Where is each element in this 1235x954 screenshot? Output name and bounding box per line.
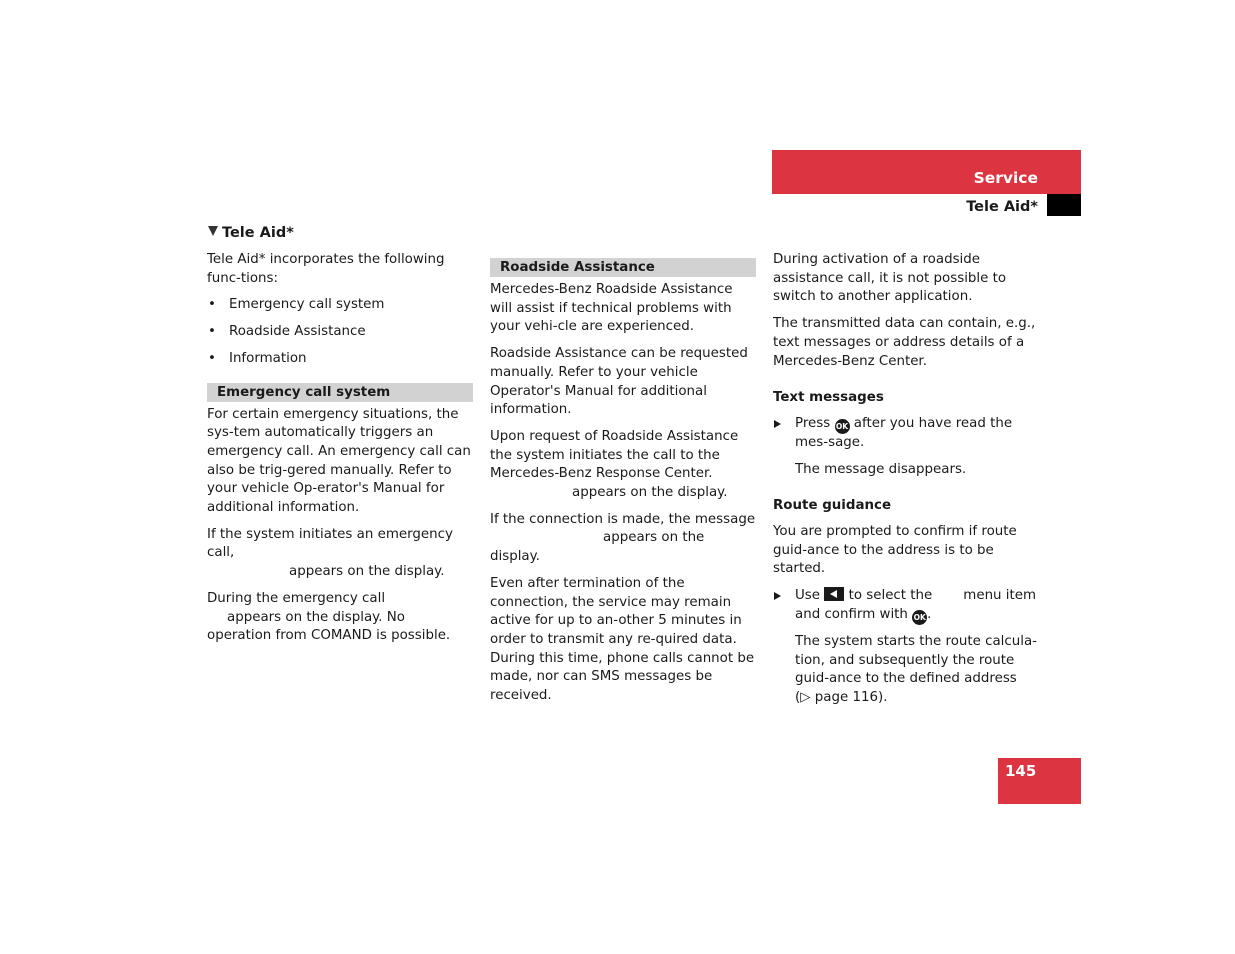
text: appears on the display. bbox=[490, 530, 705, 565]
text: Upon request of Roadside Assistance the system initiates the call to the Mercedes-Benz Response Center. bbox=[490, 428, 739, 482]
ok-button-icon: OK bbox=[835, 419, 850, 434]
column-2 bbox=[490, 258, 756, 714]
text: to select the bbox=[848, 588, 933, 604]
route-guidance-intro: You are prompted to confirm if route guid-ance to the address is to be started. bbox=[773, 524, 1017, 577]
text: menu item bbox=[963, 588, 1037, 604]
emergency-initiated-paragraph bbox=[207, 526, 473, 582]
page-number: 145 bbox=[1005, 762, 1037, 780]
text: . bbox=[927, 606, 932, 622]
page-heading bbox=[207, 222, 473, 244]
text: after you have read the mes-sage. bbox=[795, 415, 1013, 450]
header-section-bar bbox=[772, 150, 1081, 194]
route-guidance-result bbox=[773, 633, 1041, 708]
subsection-title-bar bbox=[772, 194, 1047, 216]
text: Use bbox=[795, 588, 821, 604]
text: appears on the display. No operation from COMAND is possible. bbox=[207, 609, 451, 644]
text: appears on the display. bbox=[572, 485, 728, 501]
ok-button-icon: OK bbox=[912, 610, 927, 625]
roadside-paragraph-1: Mercedes-Benz Roadside Assistance will assist if technical problems with your vehi-cle are experienced. bbox=[490, 282, 733, 335]
route-guidance-step bbox=[773, 587, 1041, 625]
roadside-paragraph-2: Roadside Assistance can be requested manually. Refer to your vehicle Operator's Manual for additional information. bbox=[490, 346, 748, 418]
text: Press bbox=[795, 415, 831, 431]
roadside-paragraph-4 bbox=[490, 511, 756, 567]
transmitted-data-paragraph: The transmitted data can contain, e.g., text messages or address details of a Mercedes-Benz Center. bbox=[773, 316, 1036, 369]
column-1 bbox=[207, 222, 473, 654]
left-arrow-key-icon bbox=[824, 587, 844, 601]
step-arrow-icon bbox=[774, 420, 781, 428]
text: During the emergency call bbox=[207, 590, 386, 606]
page-reference: (▷ page 116). bbox=[795, 689, 888, 705]
step-arrow-icon bbox=[774, 592, 781, 600]
emergency-during-paragraph bbox=[207, 590, 473, 646]
list-item: • Emergency call system bbox=[207, 296, 473, 315]
function-list bbox=[207, 296, 473, 368]
text-messages-heading: Text messages bbox=[773, 390, 884, 406]
section-title: Service bbox=[973, 169, 1038, 188]
roadside-heading: Roadside Assistance bbox=[490, 258, 756, 277]
list-item: • Roadside Assistance bbox=[207, 323, 473, 342]
page-number-box bbox=[998, 758, 1081, 804]
text: If the system initiates an emergency call, bbox=[207, 526, 453, 561]
roadside-paragraph-5: Even after termination of the connection, the service may remain active for up to an-other 5 minutes in order to transmit any re-quired data. During this time, phone calls cannot be made, nor can SMS messages be received. bbox=[490, 575, 755, 704]
route-guidance-heading: Route guidance bbox=[773, 498, 892, 514]
text-messages-step bbox=[773, 415, 1041, 453]
text-messages-result: The message disappears. bbox=[795, 461, 967, 477]
list-item: • Information bbox=[207, 350, 473, 369]
text: If the connection is made, the message bbox=[490, 511, 756, 527]
header-black-tab bbox=[1047, 194, 1081, 216]
activation-paragraph: During activation of a roadside assistance call, it is not possible to switch to another application. bbox=[773, 252, 1007, 305]
emergency-call-heading: Emergency call system bbox=[207, 383, 473, 402]
triangle-down-icon bbox=[208, 226, 218, 236]
roadside-paragraph-3 bbox=[490, 428, 756, 503]
page-heading-text: Tele Aid* bbox=[222, 225, 294, 241]
subsection-title: Tele Aid* bbox=[966, 199, 1038, 215]
text: and confirm with bbox=[795, 606, 908, 622]
text: appears on the display. bbox=[289, 564, 445, 580]
column-3 bbox=[773, 251, 1041, 716]
emergency-paragraph: For certain emergency situations, the sys-tem automatically triggers an emergency call. An emergency call can also be trig-gered manually. Refer to your vehicle Op-erator's Manual for additional information. bbox=[207, 406, 471, 516]
intro-paragraph: Tele Aid* incorporates the following func-tions: bbox=[207, 252, 445, 286]
text: The system starts the route calcula-tion, and subsequently the route guid-ance to the defined address bbox=[795, 633, 1038, 687]
